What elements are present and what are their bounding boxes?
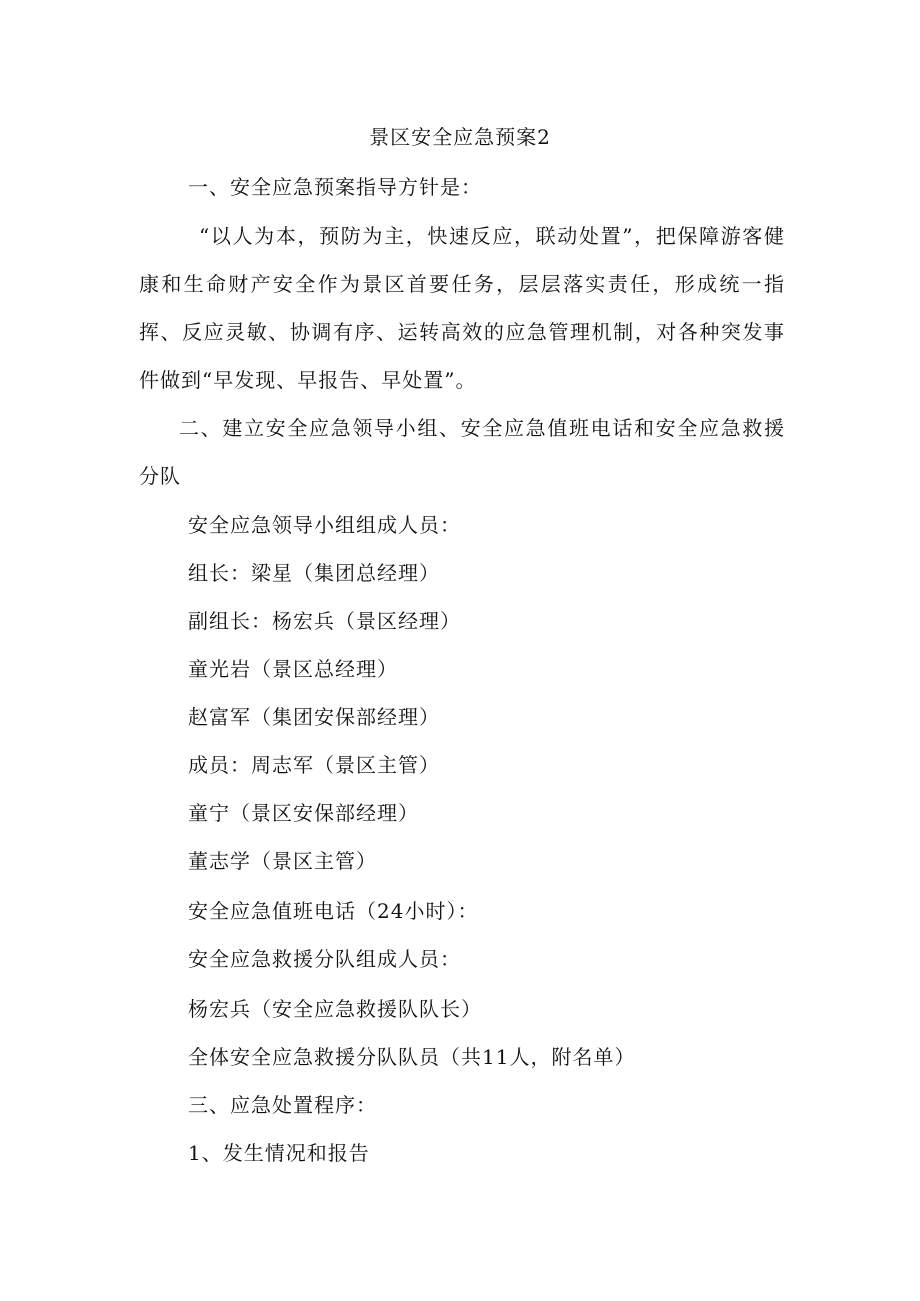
section-3-item-1: 1、发生情况和报告 xyxy=(188,1141,370,1165)
member-3: 董志学（景区主管） xyxy=(188,849,377,873)
document-title: 景区安全应急预案2 xyxy=(369,125,551,149)
deputy-leader: 副组长：杨宏兵（景区经理） xyxy=(188,609,461,633)
group-leader: 组长：梁星（集团总经理） xyxy=(188,561,440,585)
section-1-heading: 一、安全应急预案指导方针是： xyxy=(188,175,482,199)
rescue-team-label: 安全应急救援分队组成人员： xyxy=(188,947,461,971)
member-1: 成员：周志军（景区主管） xyxy=(188,753,440,777)
member-2: 童宁（景区安保部经理） xyxy=(188,801,419,825)
deputy-leader-2: 童光岩（景区总经理） xyxy=(188,657,398,681)
rescue-leader: 杨宏兵（安全应急救援队队长） xyxy=(188,997,482,1021)
rescue-members: 全体安全应急救援分队队员（共11人，附名单） xyxy=(188,1045,636,1069)
hotline: 安全应急值班电话（24小时）： xyxy=(188,899,479,923)
section-3-heading: 三、应急处置程序： xyxy=(188,1093,377,1117)
leader-group-label: 安全应急领导小组组成人员： xyxy=(188,513,461,537)
section-2-heading: 二、建立安全应急领导小组、安全应急值班电话和安全应急救援分队 xyxy=(139,416,785,488)
section-1-body: “以人为本，预防为主，快速反应，联动处置”，把保障游客健康和生命财产安全作为景区首要任务，层层落实责任，形成统一指挥、反应灵敏、协调有序、运转高效的应急管理机制，对各种突发事件做到“早发现、早报告、早处置”。 xyxy=(139,224,785,392)
deputy-leader-3: 赵富军（集团安保部经理） xyxy=(188,705,440,729)
